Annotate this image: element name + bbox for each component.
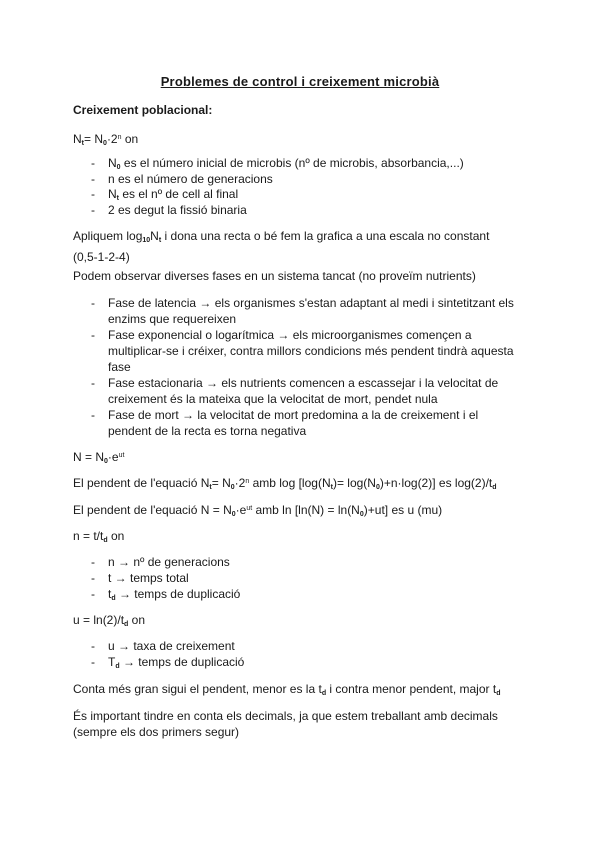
- formula-growth-rate: $u = \ln(2)/t_d$ on: [73, 613, 145, 628]
- section-heading: Creixement poblacional:: [73, 103, 213, 117]
- list-item: $N_0$ es el número inicial de microbis (nº de microbis, absorbancia,...): [108, 156, 464, 171]
- list-item: $T_d$ → temps de duplicació: [108, 655, 245, 670]
- paragraph-slope-log: El pendent de l'equació $N_t= N_0\cdot 2^n$ amb $\log [\log(N_t)= \log(N_0)+n\cdot\log(2)]$ es $\log(2)/t_d$: [73, 476, 497, 491]
- formula-generations: $n = t/t_d$ on: [73, 529, 125, 544]
- list-bullet: -: [91, 296, 95, 310]
- list-bullet: -: [91, 571, 95, 585]
- paragraph-log: Apliquem $\log_{10}N_t$ i dona una recta o bé fem la grafica a una escala no constant (0,5-1-2-4): [73, 229, 490, 264]
- phase-item: Fase de mort → la velocitat de mort predomina a la de creixement i el pendent de la recta es torna negativa: [108, 408, 479, 438]
- list-item: 2 es degut la fissió binaria: [108, 203, 247, 217]
- page-title: Problemes de control i creixement microbià: [160, 74, 440, 89]
- list-bullet: -: [91, 587, 95, 601]
- list-bullet: -: [91, 172, 95, 186]
- phase-item: Fase exponencial o logarítmica → els microorganismes començen a multiplicar-se i créixer, contra millors condicions més pendent tindrà aquesta fase: [108, 328, 514, 374]
- list-item: $N_t$ es el nº de cell al final: [108, 187, 239, 202]
- formula-exponential: $N = N_0\cdot e^{ut}$: [73, 450, 125, 465]
- paragraph-decimals: És important tindre en conta els decimals, ja que estem treballant amb decimals (sempre els dos primers segur): [73, 709, 498, 739]
- list-bullet: -: [91, 376, 95, 390]
- list-item: n → nº de generacions: [108, 555, 230, 569]
- paragraph-slope-ln: El pendent de l'equació $N = N_0\cdot e^{ut}$ amb $\ln [\ln(N) = \ln(N_0)+ut]$ es u (mu): [73, 503, 443, 518]
- phase-item: Fase estacionaria → els nutrients comencen a escassejar i la velocitat de creixement és la mateixa que la velocitat de mort, pendet nula: [108, 376, 499, 406]
- list-bullet: -: [91, 408, 95, 422]
- list-bullet: -: [91, 555, 95, 569]
- paragraph-phases: Podem observar diverses fases en un sistema tancat (no proveïm nutrients): [73, 269, 476, 283]
- list-bullet: -: [91, 156, 95, 170]
- list-bullet: -: [91, 203, 95, 217]
- list-item: n es el número de generacions: [108, 172, 273, 186]
- list-item: u → taxa de creixement: [108, 639, 235, 653]
- list-bullet: -: [91, 328, 95, 342]
- list-item: t → temps total: [108, 571, 189, 585]
- list-bullet: -: [91, 655, 95, 669]
- list-bullet: -: [91, 187, 95, 201]
- list-bullet: -: [91, 639, 95, 653]
- phase-item: Fase de latencia → els organismes s'estan adaptant al medi i sintetitzant els enzims que requereixen: [108, 296, 514, 326]
- list-item: $t_d$ → temps de duplicació: [108, 587, 241, 602]
- formula-growth: $N_t= N_0\cdot 2^n$ on: [73, 132, 139, 147]
- paragraph-slope-comparison: Conta més gran sigui el pendent, menor es la $t_d$ i contra menor pendent, major $t_d$: [73, 682, 501, 697]
